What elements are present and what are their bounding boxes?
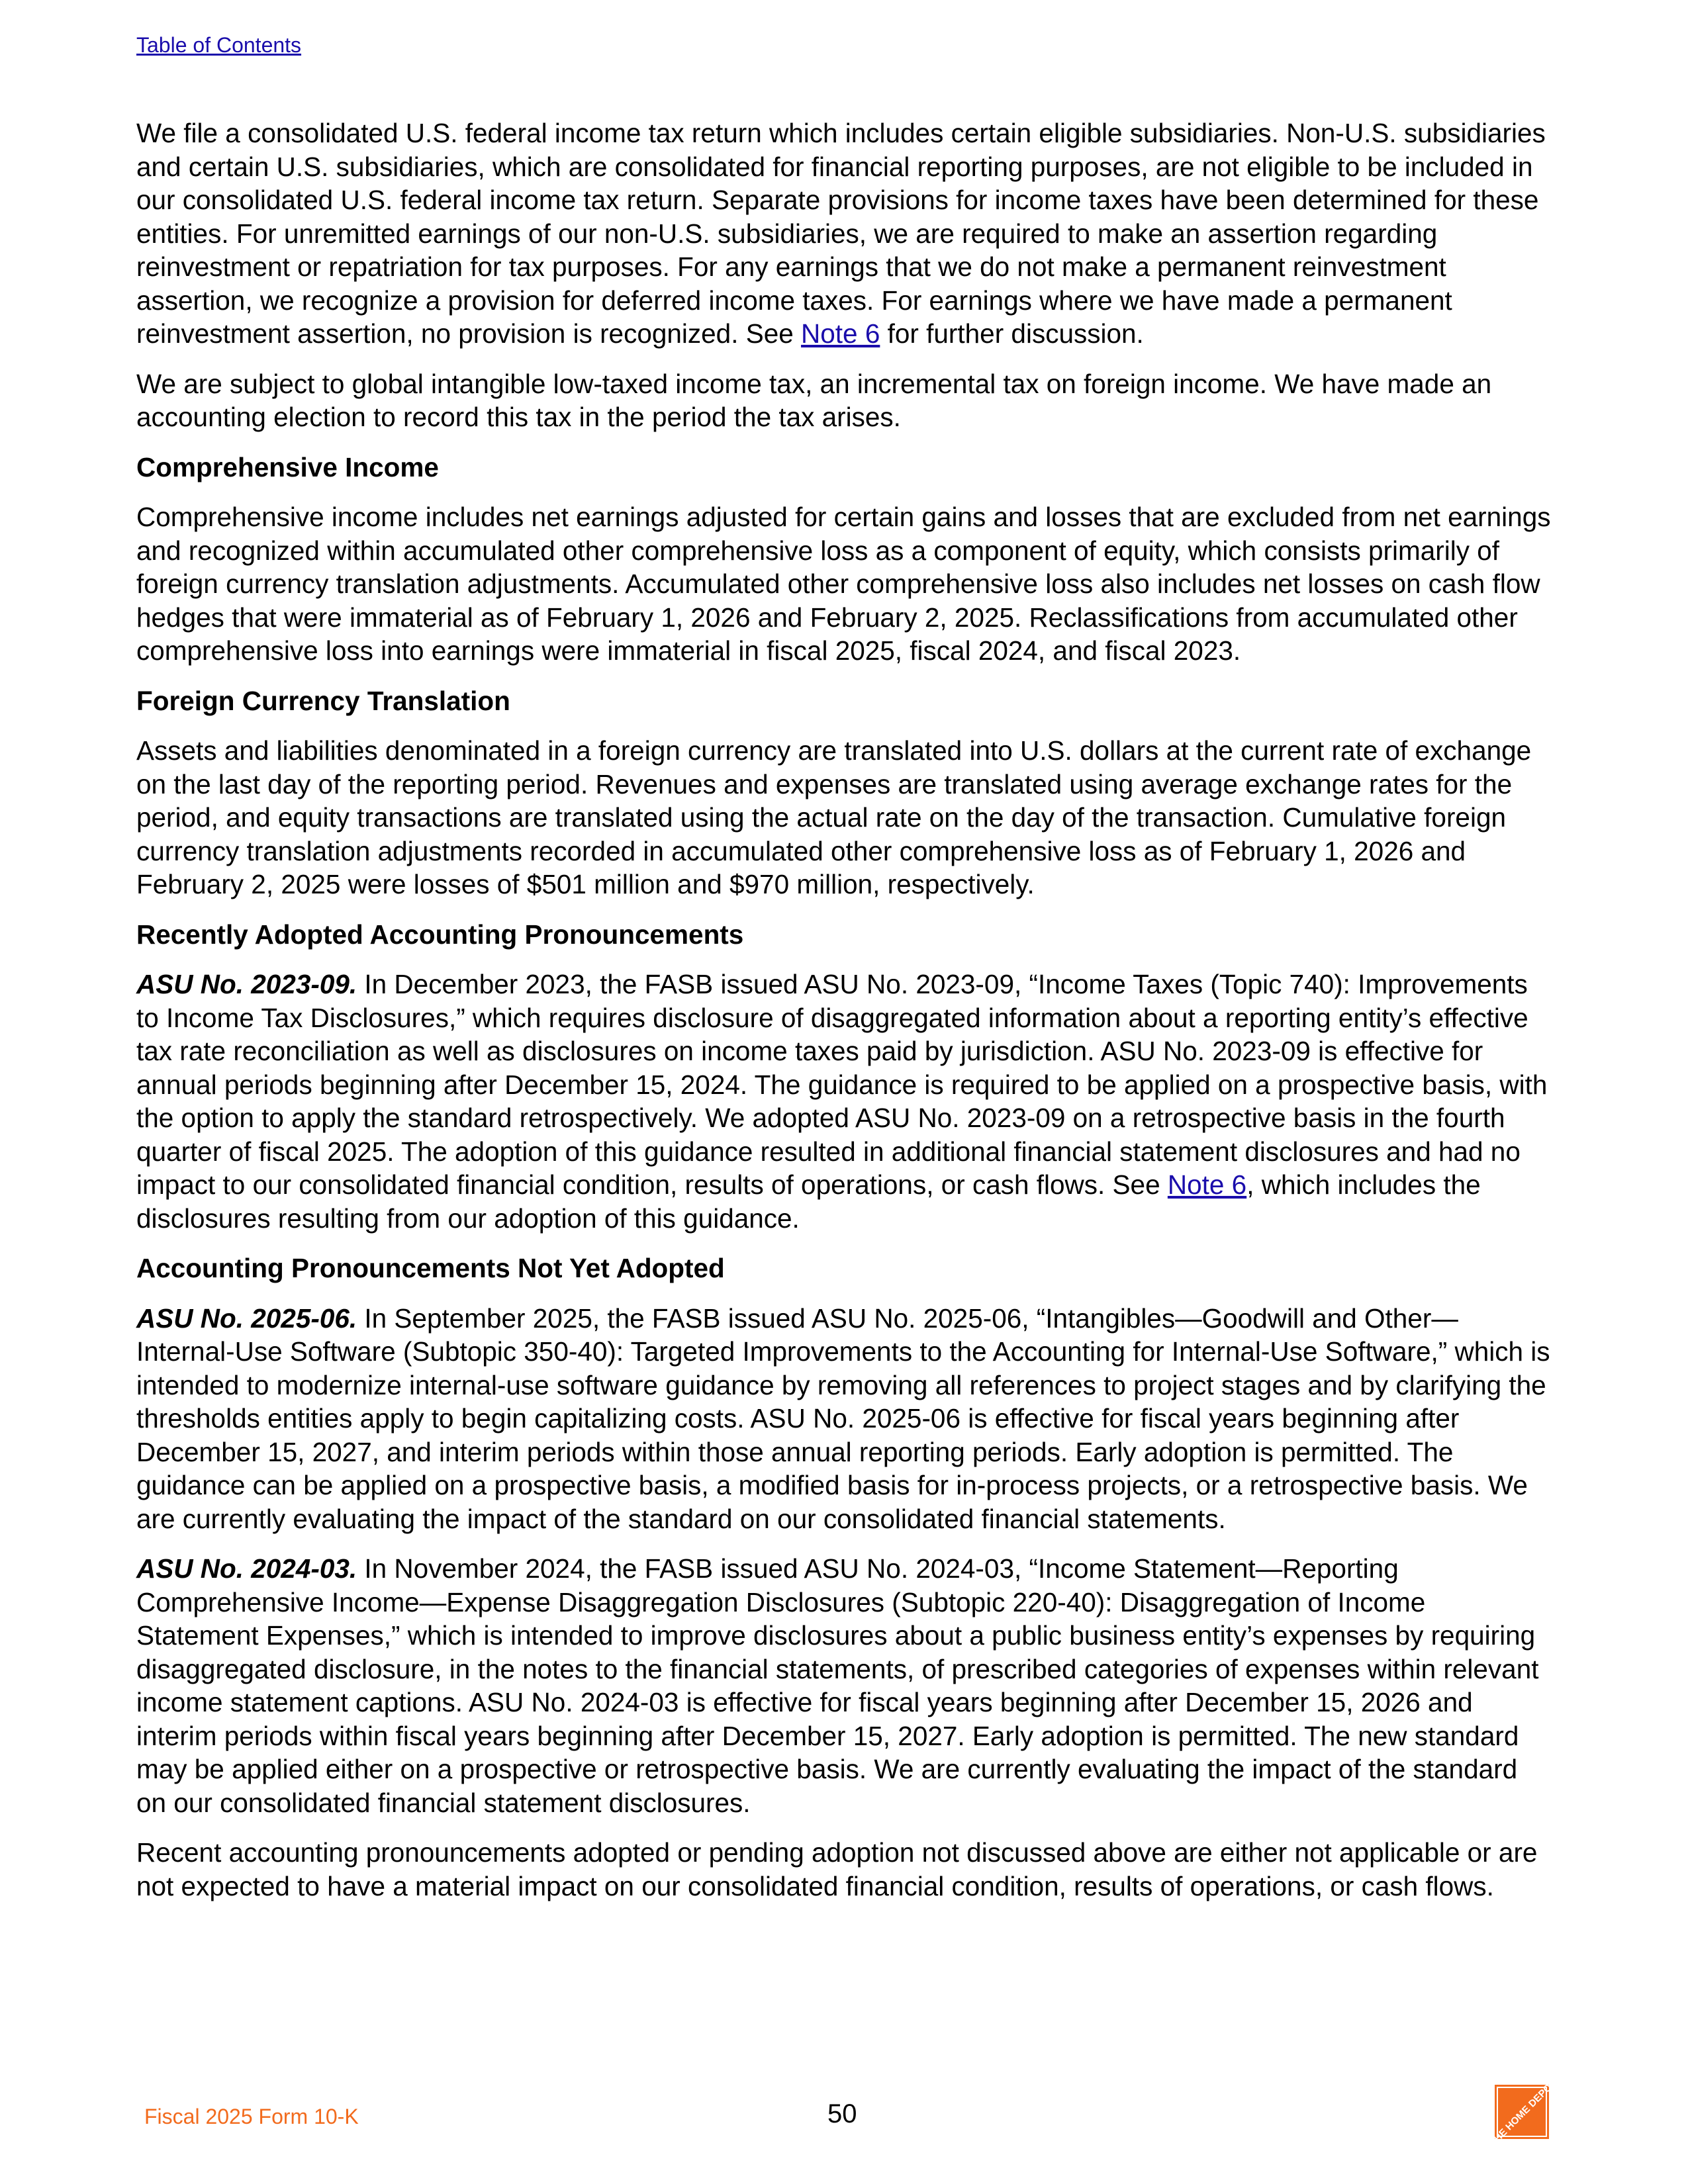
logo-text: THE HOME DEPOT <box>1487 2077 1559 2149</box>
paragraph-asu-2025-06: ASU No. 2025-06. In September 2025, the FASB issued ASU No. 2025-06, “Intangibles—Goodwill and Other—Internal-Use Software (Subtopic 350-40): Targeted Improvements to the Accounting for Internal-Use Software,” which is intended to modernize internal-use software guidance by removing all references to project stages and by clarifying the thresholds entities apply to begin capitalizing costs. ASU No. 2025-06 is effective for fiscal years beginning after December 15, 2027, and interim periods within those annual reporting periods. Early adoption is permitted. The guidance can be applied on a prospective basis, a modified basis for in-process projects, or a retrospective basis. We are currently evaluating the impact of the standard on our consolidated financial statements. <box>136 1302 1550 1534</box>
paragraph-asu-2023-09: ASU No. 2023-09. In December 2023, the FASB issued ASU No. 2023-09, “Income Taxes (Topic 740): Improvements to Income Tax Disclosures,” which requires disclosure of disaggregated information about a reporting entity’s effective tax rate reconciliation as well as disclosures on income taxes paid by jurisdiction. ASU No. 2023-09 is effective for annual periods beginning after December 15, 2024. The guidance is required to be applied on a prospective basis, with the option to apply the standard retrospectively. We adopted ASU No. 2023-09 on a retrospective basis in the fourth quarter of fiscal 2025. The adoption of this guidance resulted in additional financial statement disclosures and had no impact to our consolidated financial condition, results of operations, or cash flows. See Note 6, which includes the disclosures resulting from our adoption of this guidance. <box>136 969 1548 1234</box>
note-6-link[interactable]: Note 6 <box>801 318 880 349</box>
paragraph-asu-2024-03: ASU No. 2024-03. In November 2024, the FASB issued ASU No. 2024-03, “Income Statement—Reporting Comprehensive Income—Expense Disaggregation Disclosures (Subtopic 220-40): Disaggregation of Income Statement Expenses,” which is intended to improve disclosures about a public business entity’s expenses by requiring disaggregated disclosure, in the notes to the financial statements, of prescribed categories of expenses within relevant income statement captions. ASU No. 2024-03 is effective for fiscal years beginning after December 15, 2026 and interim periods within fiscal years beginning after December 15, 2027. Early adoption is permitted. The new standard may be applied either on a prospective or retrospective basis. We are currently evaluating the impact of the standard on our consolidated financial statement disclosures. <box>136 1553 1539 1818</box>
paragraph-income-tax-return: We file a consolidated U.S. federal income tax return which includes certain eligible subsidiaries. Non-U.S. subsidiaries and certain U.S. subsidiaries, which are consolidated for financial reporting purposes, are not eligible to be included in our consolidated U.S. federal income tax return. Separate provisions for income taxes have been determined for these entities. For unremitted earnings of our non-U.S. subsidiaries, we are required to make an assertion regarding reinvestment or repatriation for tax purposes. For any earnings that we do not make a permanent reinvestment assertion, we recognize a provision for deferred income taxes. For earnings where we have made a permanent reinvestment assertion, no provision is recognized. See Note 6 for further discussion. <box>136 118 1546 349</box>
asu-2025-06-lead: ASU No. 2025-06. <box>136 1302 357 1334</box>
heading-comprehensive-income: Comprehensive Income <box>136 451 439 482</box>
paragraph-gilti: We are subject to global intangible low-taxed income tax, an incremental tax on foreign income. We have made an accounting election to record this tax in the period the tax arises. <box>136 368 1492 432</box>
paragraph-closing: Recent accounting pronouncements adopted or pending adoption not discussed above are either not applicable or are not expected to have a material impact on our consolidated financial condition, results of operations, or cash flows. <box>136 1837 1538 1901</box>
document-body <box>136 116 1553 1919</box>
asu-2023-09-lead: ASU No. 2023-09. <box>136 969 357 999</box>
heading-not-yet-adopted: Accounting Pronouncements Not Yet Adopted <box>136 1253 725 1283</box>
heading-recently-adopted: Recently Adopted Accounting Pronouncements <box>136 919 744 950</box>
asu-2024-03-lead: ASU No. 2024-03. <box>136 1553 357 1584</box>
paragraph-foreign-currency-translation: Assets and liabilities denominated in a foreign currency are translated into U.S. dollars at the current rate of exchange on the last day of the reporting period. Revenues and expenses are translated using average exchange rates for the period, and equity transactions are translated using the actual rate on the day of the transaction. Cumulative foreign currency translation adjustments recorded in accumulated other comprehensive loss as of February 1, 2026 and February 2, 2025 were losses of $501 million and $970 million, respectively. <box>136 735 1532 899</box>
paragraph-comprehensive-income: Comprehensive income includes net earnings adjusted for certain gains and losses that are excluded from net earnings and recognized within accumulated other comprehensive loss as a component of equity, which consists primarily of foreign currency translation adjustments. Accumulated other comprehensive loss also includes net losses on cash flow hedges that were immaterial as of February 1, 2026 and February 2, 2025. Reclassifications from accumulated other comprehensive loss into earnings were immaterial in fiscal 2025, fiscal 2024, and fiscal 2023. <box>136 502 1551 666</box>
table-of-contents-link[interactable]: Table of Contents <box>136 33 302 57</box>
page-number: 50 <box>827 2099 857 2128</box>
home-depot-logo-icon <box>1487 2077 1559 2149</box>
heading-foreign-currency-translation: Foreign Currency Translation <box>136 685 510 716</box>
note-6-link-2[interactable]: Note 6 <box>1167 1169 1247 1200</box>
footer-form-label: Fiscal 2025 Form 10-K <box>144 2105 359 2128</box>
